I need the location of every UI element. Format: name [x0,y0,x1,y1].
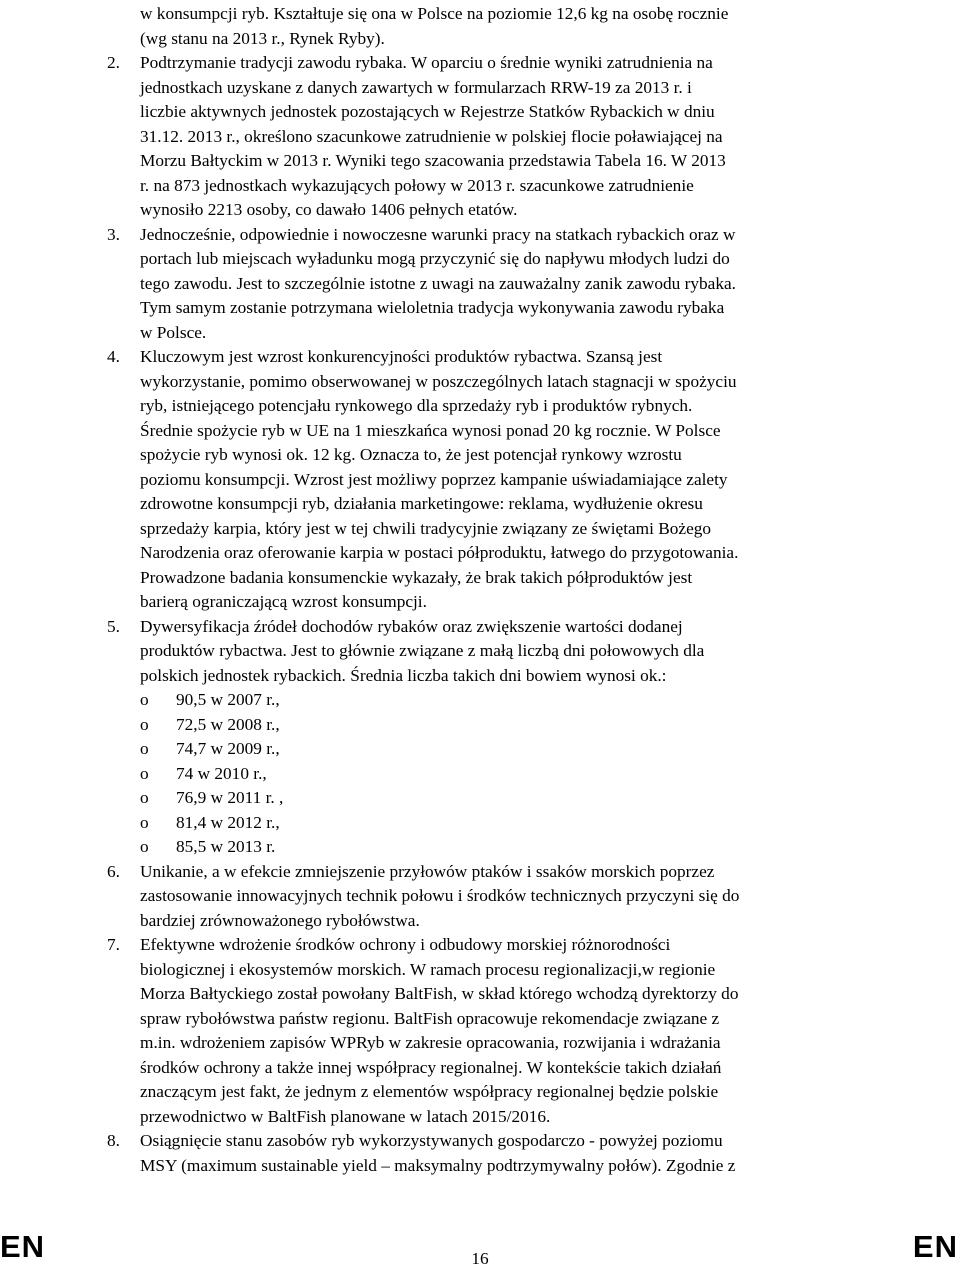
line-text: produktów rybactwa. Jest to głównie związane z małą liczbą dni połowowych dla [140,641,705,660]
text-line [0,223,960,248]
text-line [0,51,960,76]
line-text: (wg stanu na 2013 r., Rynek Ryby). [140,28,385,48]
footer-language-mark-right: EN [912,1229,958,1264]
text-line [0,933,960,958]
text-line [0,1056,960,1081]
text-line [0,1105,960,1130]
text-line [0,517,960,542]
text-line [0,272,960,297]
line-text: 90,5 w 2007 r., [176,690,280,709]
list-number: 4. [107,347,120,366]
bullet-marker: o [140,739,149,758]
text-line [0,247,960,272]
line-text: Efektywne wdrożenie środków ochrony i odbudowy morskiej różnorodności [140,935,671,954]
text-line [0,664,960,689]
line-text: spraw rybołówstwa państw regionu. BaltFish opracowuje rekomendacje związane z [140,1008,720,1028]
text-line [0,443,960,468]
text-line [0,1154,960,1179]
line-text: Morzu Bałtyckim w 2013 r. Wyniki tego szacowania przedstawia Tabela 16. W 2013 [140,151,726,170]
text-line [0,296,960,321]
text-line [0,321,960,346]
page-number: 16 [471,1249,489,1268]
text-line [0,419,960,444]
line-text: środków ochrony a także innej współpracy regionalnej. W kontekście takich działań [140,1057,722,1077]
line-text: barierą ograniczającą wzrost konsumpcji. [140,592,427,611]
line-text: 31.12. 2013 r., określono szacunkowe zatrudnienie w polskiej flocie poławiającej na [140,126,723,146]
list-sub-item [0,688,960,713]
line-text: 74,7 w 2009 r., [176,739,280,758]
bullet-marker: o [140,788,149,807]
text-line [0,100,960,125]
line-text: ryb, istniejącego potencjału rynkowego dla sprzedaży ryb i produktów rybnych. [140,396,693,415]
text-line [0,125,960,150]
line-text: 72,5 w 2008 r., [176,714,280,734]
line-text: tego zawodu. Jest to szczególnie istotne z uwagi na zauważalny zanik zawodu rybaka. [140,273,736,293]
line-text: polskich jednostek rybackich. Średnia liczba takich dni bowiem wynosi ok.: [140,665,667,685]
list-number: 8. [107,1131,120,1150]
text-line [0,345,960,370]
text-line [0,860,960,885]
line-text: Kluczowym jest wzrost konkurencyjności produktów rybactwa. Szansą jest [140,347,663,366]
line-text: przewodnictwo w BaltFish planowane w latach 2015/2016. [140,1106,551,1126]
list-sub-item [0,835,960,860]
line-text: sprzedaży karpia, który jest w tej chwili tradycyjnie związany ze świętami Bożego [140,518,712,538]
text-line [0,1031,960,1056]
line-text: m.in. wdrożeniem zapisów WPRyb w zakresie opracowania, rozwijania i wdrażania [140,1033,721,1052]
line-text: spożycie ryb wynosi ok. 12 kg. Oznacza to, że jest potencjał rynkowy wzrostu [140,445,682,464]
text-line [0,174,960,199]
text-line [0,1007,960,1032]
bullet-marker: o [140,690,149,709]
text-line [0,590,960,615]
text-line [0,76,960,101]
list-number: 6. [107,861,120,881]
line-text: Dywersyfikacja źródeł dochodów rybaków oraz zwiększenie wartości dodanej [140,616,683,636]
text-line [0,884,960,909]
text-line [0,541,960,566]
list-number: 2. [107,53,120,72]
list-number: 7. [107,935,120,954]
list-sub-item [0,762,960,787]
text-line [0,909,960,934]
line-text: 85,5 w 2013 r. [176,837,276,856]
line-text: wykorzystanie, pomimo obserwowanej w poszczególnych latach stagnacji w spożyciu [140,371,737,391]
line-text: bardziej zrównoważonego rybołówstwa. [140,910,420,930]
list-sub-item [0,786,960,811]
line-text: Narodzenia oraz oferowanie karpia w postaci półproduktu, łatwego do przygotowania. [140,543,739,562]
text-line [0,566,960,591]
text-line [0,639,960,664]
bullet-marker: o [140,837,149,856]
line-text: 76,9 w 2011 r. , [176,788,284,807]
line-text: portach lub miejscach wyładunku mogą przyczynić się do napływu młodych ludzi do [140,249,730,268]
line-text: Osiągnięcie stanu zasobów ryb wykorzystywanych gospodarczo - powyżej poziomu [140,1131,723,1150]
line-text: Morza Bałtyckiego został powołany BaltFish, w skład którego wchodzą dyrektorzy do [140,984,739,1003]
line-text: zastosowanie innowacyjnych technik połowu i środków technicznych przyczyni się do [140,886,740,905]
line-text: poziomu konsumpcji. Wzrost jest możliwy poprzez kampanie uświadamiające zalety [140,469,728,489]
line-text: znaczącym jest fakt, że jednym z elementów współpracy regionalnej będzie polskie [140,1082,719,1101]
footer-language-mark-left: EN [0,1229,46,1264]
list-number: 5. [107,616,120,636]
line-text: Jednocześnie, odpowiednie i nowoczesne warunki pracy na statkach rybackich oraz w [140,224,736,244]
line-text: biologicznej i ekosystemów morskich. W ramach procesu regionalizacji,w regionie [140,959,716,979]
line-text: 81,4 w 2012 r., [176,812,280,832]
line-text: jednostkach uzyskane z danych zawartych w formularzach RRW-19 za 2013 r. i [140,77,692,97]
line-text: w konsumpcji ryb. Kształtuje się ona w Polsce na poziomie 12,6 kg na osobę rocznie [140,4,729,23]
text-line [0,370,960,395]
list-sub-item [0,811,960,836]
line-text: w Polsce. [140,322,207,342]
text-line [0,615,960,640]
line-text: MSY (maximum sustainable yield – maksymalny podtrzymywalny połów). Zgodnie z [140,1155,736,1175]
line-text: Podtrzymanie tradycji zawodu rybaka. W oparciu o średnie wyniki zatrudnienia na [140,53,713,72]
line-text: Unikanie, a w efekcie zmniejszenie przyłowów ptaków i ssaków morskich poprzez [140,861,715,881]
line-text: liczbie aktywnych jednostek pozostających w Rejestrze Statków Rybackich w dniu [140,102,715,121]
text-line [0,1080,960,1105]
list-number: 3. [107,224,120,244]
bullet-marker: o [140,812,149,832]
text-line [0,27,960,52]
text-line [0,198,960,223]
text-line [0,2,960,27]
list-sub-item [0,737,960,762]
bullet-marker: o [140,714,149,734]
line-text: r. na 873 jednostkach wykazujących połowy w 2013 r. szacunkowe zatrudnienie [140,175,694,195]
text-line [0,492,960,517]
text-line [0,982,960,1007]
line-text: Średnie spożycie ryb w UE na 1 mieszkańca wynosi ponad 20 kg rocznie. W Polsce [140,420,721,440]
line-text: wynosiło 2213 osoby, co dawało 1406 pełnych etatów. [140,200,518,219]
line-text: Prowadzone badania konsumenckie wykazały, że brak takich półproduktów jest [140,567,693,587]
body-text [0,2,960,1178]
text-line [0,1129,960,1154]
text-line [0,468,960,493]
line-text: 74 w 2010 r., [176,763,267,783]
text-line [0,394,960,419]
text-line [0,149,960,174]
line-text: Tym samym zostanie potrzymana wieloletnia tradycja wykonywania zawodu rybaka [140,298,725,317]
text-line [0,958,960,983]
bullet-marker: o [140,763,149,783]
list-sub-item [0,713,960,738]
line-text: zdrowotne konsumpcji ryb, działania marketingowe: reklama, wydłużenie okresu [140,494,703,513]
